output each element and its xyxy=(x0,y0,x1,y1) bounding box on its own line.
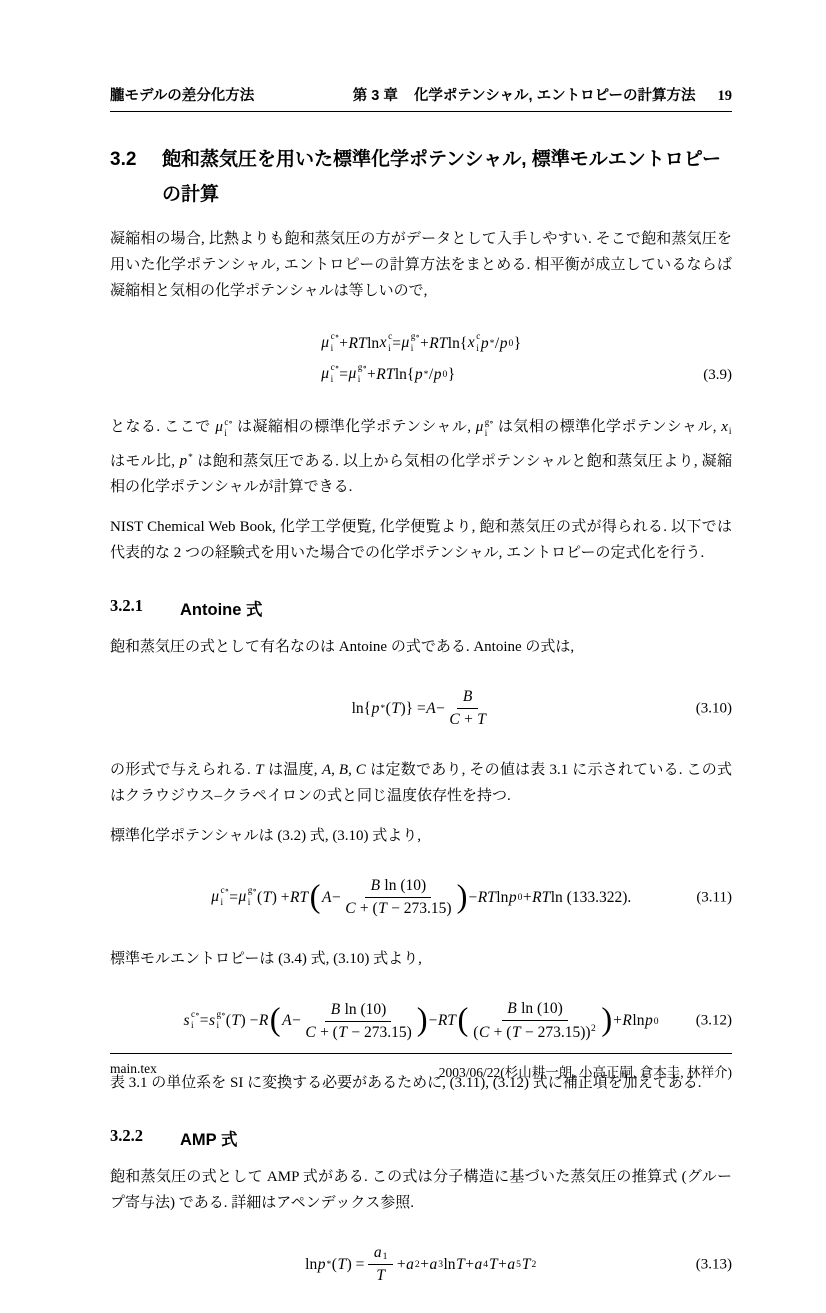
equation-3-11 xyxy=(110,873,732,922)
math-token: − xyxy=(468,888,478,906)
math-token: p xyxy=(414,365,423,383)
math-token xyxy=(325,1001,391,1022)
math-token: } xyxy=(513,334,522,352)
math-token: + xyxy=(396,1255,406,1273)
math-token: i xyxy=(728,426,732,437)
math-token xyxy=(484,417,494,440)
math-token: − 273.15)) xyxy=(521,1024,591,1042)
math-token: i xyxy=(388,343,391,354)
math-token: i xyxy=(357,374,361,385)
math-token: p xyxy=(480,334,489,352)
math-token: * xyxy=(380,703,386,715)
math-token: = xyxy=(339,365,349,383)
equation-body xyxy=(183,996,659,1046)
math-token: μ xyxy=(238,888,247,906)
math-token xyxy=(449,709,486,729)
math-token: ) = xyxy=(346,1255,365,1273)
math-token: R xyxy=(258,1012,269,1030)
math-token: T xyxy=(511,1024,521,1042)
footer-date-authors: 2003/06/22(杉山耕一朗, 小高正嗣, 倉本圭, 林祥介) xyxy=(438,1065,732,1080)
paragraph-intro xyxy=(110,226,732,304)
math-token: p xyxy=(499,334,508,352)
math-token: B xyxy=(370,877,381,895)
math-token: c∘ xyxy=(220,886,230,897)
math-token: + xyxy=(498,1255,507,1273)
math-token xyxy=(247,886,257,909)
math-token xyxy=(330,332,340,355)
fraction xyxy=(305,1001,412,1042)
math-token: + ( xyxy=(489,1024,512,1042)
running-title: 朧モデルの差分化方法 xyxy=(110,88,255,104)
math-token: R xyxy=(622,1012,632,1030)
math-token: ln (10) xyxy=(340,1000,387,1018)
math-token: i xyxy=(220,897,224,908)
math-token xyxy=(330,363,340,386)
math-token: は定数であり, その値は表 3.1 に示されている. この式はクラウジウス–クラペイロンの式と同じ温度依存性を持つ. xyxy=(110,762,732,805)
math-token: ln (133.322). xyxy=(550,888,632,906)
math-token: c xyxy=(388,332,393,342)
math-token: + xyxy=(339,334,349,352)
math-token: T xyxy=(521,1255,531,1273)
math-token: 凝縮相の場合, 比熱よりも飽和蒸気圧の方がデータとして入手しやすい. そこで飽和蒸気圧を用いた化学ポテンシャル, エントロピーの計算方法をまとめる. 相平衡が成立しているならば凝縮相と気相の化学ポテンシャルは等しいので, xyxy=(110,231,732,299)
math-token: x xyxy=(379,334,387,352)
math-token: μ xyxy=(475,419,484,436)
math-token xyxy=(215,414,233,440)
math-token: T xyxy=(231,1012,241,1030)
math-token: T xyxy=(255,762,264,779)
math-token: s xyxy=(208,1011,216,1029)
math-token: A xyxy=(426,699,436,717)
math-token: 標準モルエントロピーは (3.4) 式, (3.10) 式より, xyxy=(110,951,422,968)
math-token: − 273.15) xyxy=(387,900,452,918)
math-token: p xyxy=(179,453,188,470)
page-content xyxy=(110,84,732,1313)
math-token: T xyxy=(337,1255,347,1273)
math-token: p xyxy=(508,888,517,906)
math-token: + xyxy=(367,365,376,383)
math-token: + xyxy=(522,888,532,906)
running-header-right xyxy=(353,84,732,105)
subsection-title-text: AMP 式 xyxy=(180,1131,238,1150)
math-token xyxy=(401,332,420,355)
math-token: ln (10) xyxy=(517,1000,563,1018)
math-token: + ( xyxy=(356,900,378,918)
math-token: A xyxy=(282,1012,292,1030)
section-title-text: 飽和蒸気圧を用いた標準化学ポテンシャル, 標準モルエントロピーの計算 xyxy=(162,149,721,205)
math-token xyxy=(223,417,232,440)
equation-line xyxy=(305,1240,537,1289)
math-token: T xyxy=(338,1023,347,1041)
math-token: 2 xyxy=(591,1023,596,1035)
math-token: i xyxy=(224,428,227,438)
math-token: C xyxy=(345,900,356,918)
math-token: a xyxy=(474,1255,483,1273)
math-token xyxy=(410,332,420,355)
math-token: i xyxy=(410,343,414,354)
math-token: ( xyxy=(473,1024,479,1042)
math-token xyxy=(190,1010,200,1033)
paragraph-symbols xyxy=(110,414,732,500)
math-token: * xyxy=(423,369,429,381)
math-token xyxy=(502,1000,568,1021)
math-token: RT xyxy=(429,334,448,352)
math-token: ( xyxy=(385,699,391,717)
math-token: C xyxy=(449,711,460,729)
math-token: 4 xyxy=(483,1259,488,1271)
math-token: C xyxy=(305,1023,316,1041)
math-token: p xyxy=(317,1255,326,1273)
math-token: は気相の標準化学ポテンシャル, xyxy=(493,419,721,436)
math-token: i xyxy=(330,343,334,354)
math-token: c∘ xyxy=(330,363,340,374)
math-token: はモル比, xyxy=(110,453,180,470)
paragraph-molar-entropy xyxy=(110,946,732,972)
math-token xyxy=(211,886,229,909)
paragraph-amp-intro xyxy=(110,1164,732,1216)
math-token: μ xyxy=(321,365,330,383)
paragraph-antoine-form xyxy=(110,757,732,809)
math-token: 3 xyxy=(438,1259,443,1271)
math-token: 0 xyxy=(442,369,448,381)
math-token: 飽和蒸気圧の式として AMP 式がある. この式は分子構造に基づいた蒸気圧の推算式 (グループ寄与法) である. 詳細はアペンデックス参照. xyxy=(110,1169,732,1212)
math-token: = xyxy=(229,888,238,906)
math-token: c xyxy=(476,332,481,342)
math-token: 5 xyxy=(516,1259,521,1271)
math-token: c∘ xyxy=(330,332,340,342)
equation-line xyxy=(211,873,632,922)
math-token: B xyxy=(507,1000,517,1018)
math-token: * xyxy=(188,452,193,463)
equation-number: (3.12) xyxy=(695,1012,732,1029)
math-token: x xyxy=(467,334,475,352)
math-token: RT xyxy=(437,1012,456,1030)
math-token: + xyxy=(420,1255,429,1273)
math-token: 2 xyxy=(531,1259,537,1271)
math-token: 0 xyxy=(508,338,514,350)
math-token: − xyxy=(428,1012,438,1030)
math-token: T xyxy=(376,1267,385,1285)
math-token: RT xyxy=(532,888,551,906)
math-token: T xyxy=(456,1255,465,1273)
math-token: i xyxy=(476,343,479,354)
math-token xyxy=(345,898,452,918)
math-token: − xyxy=(331,888,341,906)
math-token: の形式で与えられる. xyxy=(110,762,255,779)
math-token: ( xyxy=(269,1002,281,1039)
paragraph-antoine-intro xyxy=(110,634,732,660)
equation-3-13 xyxy=(110,1240,732,1289)
subsection-title-antoine xyxy=(110,596,732,620)
chapter-number: 第 3 章 xyxy=(352,88,398,104)
math-token: − xyxy=(436,699,445,717)
equation-line xyxy=(352,684,491,733)
equation-number: (3.11) xyxy=(696,889,732,906)
equation-3-10 xyxy=(110,684,732,733)
math-token: T xyxy=(488,1255,498,1273)
chapter-title: 化学ポテンシャル, エントロピーの計算方法 xyxy=(413,88,696,104)
math-token: g∘ xyxy=(247,886,257,897)
math-token: RT xyxy=(348,334,367,352)
equation-body xyxy=(305,1240,537,1289)
math-token: ( xyxy=(331,1255,337,1273)
math-token xyxy=(321,363,339,386)
math-token: p xyxy=(433,365,442,383)
math-token: T xyxy=(477,711,486,729)
math-token xyxy=(208,1010,225,1033)
footer-filename: main.tex xyxy=(110,1061,157,1076)
math-token: / xyxy=(428,365,434,383)
math-token xyxy=(368,1244,393,1265)
math-token: i xyxy=(330,374,334,385)
running-footer xyxy=(110,1053,732,1081)
math-token xyxy=(467,332,480,355)
subsection-title-amp xyxy=(110,1126,732,1150)
math-token: p xyxy=(644,1012,653,1030)
math-token: + ( xyxy=(316,1023,338,1041)
math-token: i xyxy=(191,1021,194,1032)
math-token: RT xyxy=(477,888,496,906)
math-token: g∘ xyxy=(484,416,494,427)
math-token: B xyxy=(462,688,473,706)
math-token: ) xyxy=(601,1002,613,1039)
math-token: ln xyxy=(443,1255,456,1273)
math-token: / xyxy=(494,334,500,352)
math-token xyxy=(365,877,431,898)
math-token: T xyxy=(378,900,387,918)
math-token: i xyxy=(216,1021,220,1032)
math-token xyxy=(357,363,367,386)
math-token: ( xyxy=(225,1012,231,1030)
math-token: 0 xyxy=(517,892,523,904)
subsection-title-text: Antoine 式 xyxy=(180,601,263,620)
math-token: a xyxy=(373,1244,382,1262)
equation-body xyxy=(352,684,491,733)
running-header xyxy=(110,84,732,112)
math-token: は飽和蒸気圧である. 以上から気相の化学ポテンシャルと飽和蒸気圧より, 凝縮相の化学ポテンシャルが計算できる. xyxy=(110,453,732,496)
math-token: s xyxy=(183,1011,190,1029)
math-token: RT xyxy=(376,365,395,383)
math-token xyxy=(348,363,367,386)
math-token xyxy=(238,886,257,909)
math-token: − xyxy=(292,1012,301,1030)
equation-number: (3.9) xyxy=(703,367,732,384)
math-token: − 273.15) xyxy=(347,1023,412,1041)
math-token: ( xyxy=(256,888,263,906)
math-token: x xyxy=(721,419,728,436)
math-token: c∘ xyxy=(191,1009,200,1020)
math-token: NIST Chemical Web Book, 化学工学便覧, 化学便覧より, 飽和蒸気圧の式が得られる. 以下では代表的な 2 つの経験式を用いた場合での化学ポテンシャル, エントロピーの定式化を行う. xyxy=(110,519,732,562)
math-token: となる. ここで xyxy=(110,419,215,436)
math-token: ln xyxy=(367,334,380,352)
subsection-number: 3.2.2 xyxy=(110,1126,143,1146)
math-token: ln{ xyxy=(447,334,468,352)
math-token: a xyxy=(507,1255,516,1273)
math-token: は凝縮相の標準化学ポテンシャル, xyxy=(232,419,476,436)
paragraph-chem-potential xyxy=(110,823,732,849)
math-token xyxy=(376,1265,386,1285)
subsection-number: 3.2.1 xyxy=(110,596,143,616)
math-token: g∘ xyxy=(216,1009,226,1020)
paragraph-nist xyxy=(110,514,732,566)
math-token: は温度, xyxy=(264,762,322,779)
math-token: 表 3.1 の単位系を SI に変換する必要があるために, (3.11), (3.12) 式に補正項を加えてある. xyxy=(110,1075,702,1092)
math-token: A xyxy=(321,888,332,906)
math-token: + xyxy=(419,334,429,352)
math-token: 2 xyxy=(414,1259,420,1271)
math-token: μ xyxy=(321,334,330,352)
math-token xyxy=(475,414,493,440)
equation-body xyxy=(321,328,521,390)
math-token: ln{ xyxy=(394,365,415,383)
math-token: + xyxy=(465,1255,474,1273)
math-token: c∘ xyxy=(224,416,233,427)
math-token: ) xyxy=(416,1002,428,1039)
math-token: )} = xyxy=(400,699,426,717)
math-token: ) xyxy=(456,879,468,915)
math-token xyxy=(379,332,392,355)
math-token: 飽和蒸気圧の式として有名なのは Antoine の式である. Antoine の式は, xyxy=(110,639,575,656)
math-token: p xyxy=(371,699,380,717)
math-token: = xyxy=(392,334,401,352)
fraction xyxy=(345,877,452,918)
equation-number: (3.13) xyxy=(695,1256,732,1273)
math-token xyxy=(473,1021,596,1042)
equation-line xyxy=(183,996,659,1046)
equation-body xyxy=(211,873,632,922)
math-token: ln{ xyxy=(351,699,372,717)
math-token: + xyxy=(613,1012,622,1030)
math-token: 0 xyxy=(653,1015,659,1027)
page-number: 19 xyxy=(717,88,732,104)
math-token: g∘ xyxy=(357,363,368,374)
math-token: i xyxy=(247,897,251,908)
math-token: T xyxy=(391,699,400,717)
math-token: = xyxy=(199,1012,209,1030)
math-token: * xyxy=(326,1259,332,1271)
math-token: ) − xyxy=(240,1012,259,1030)
math-token: A, B, C xyxy=(322,762,366,779)
math-token: a xyxy=(429,1255,438,1273)
section-number: 3.2 xyxy=(110,149,137,170)
math-token: + xyxy=(460,711,477,729)
equation-3-12 xyxy=(110,996,732,1046)
fraction xyxy=(473,1000,596,1042)
math-token: μ xyxy=(215,419,223,436)
math-token xyxy=(183,1010,200,1033)
math-token: a xyxy=(406,1255,414,1273)
math-token: μ xyxy=(401,334,410,352)
math-token: B xyxy=(330,1000,341,1018)
math-token xyxy=(220,886,230,909)
math-token xyxy=(457,688,477,709)
chapter-heading xyxy=(353,84,696,105)
equation-line xyxy=(321,328,521,359)
math-token: ( xyxy=(309,879,321,915)
equation-3-9 xyxy=(110,328,732,390)
math-token: } xyxy=(447,365,456,383)
math-token: * xyxy=(489,338,495,350)
math-token: ) + xyxy=(271,888,290,906)
math-token: ln (10) xyxy=(380,877,427,895)
equation-line xyxy=(321,359,521,390)
math-token: i xyxy=(484,428,488,438)
math-token: ( xyxy=(457,1002,469,1039)
math-token xyxy=(216,1010,226,1033)
math-token: g∘ xyxy=(410,332,420,342)
math-token xyxy=(305,1022,412,1042)
math-token: C xyxy=(478,1024,490,1042)
math-token xyxy=(321,332,339,355)
fraction xyxy=(449,688,486,729)
math-token: μ xyxy=(211,888,220,906)
math-token: 1 xyxy=(382,1251,388,1263)
section-title xyxy=(110,142,732,212)
math-token: T xyxy=(262,888,272,906)
math-token: 標準化学ポテンシャルは (3.2) 式, (3.10) 式より, xyxy=(110,828,422,845)
equation-number: (3.10) xyxy=(695,700,732,717)
math-token: ln xyxy=(496,888,509,906)
math-token: ln xyxy=(305,1255,318,1273)
math-token: RT xyxy=(290,888,309,906)
math-token: ln xyxy=(632,1012,645,1030)
math-token: μ xyxy=(348,365,357,383)
fraction xyxy=(368,1244,393,1285)
